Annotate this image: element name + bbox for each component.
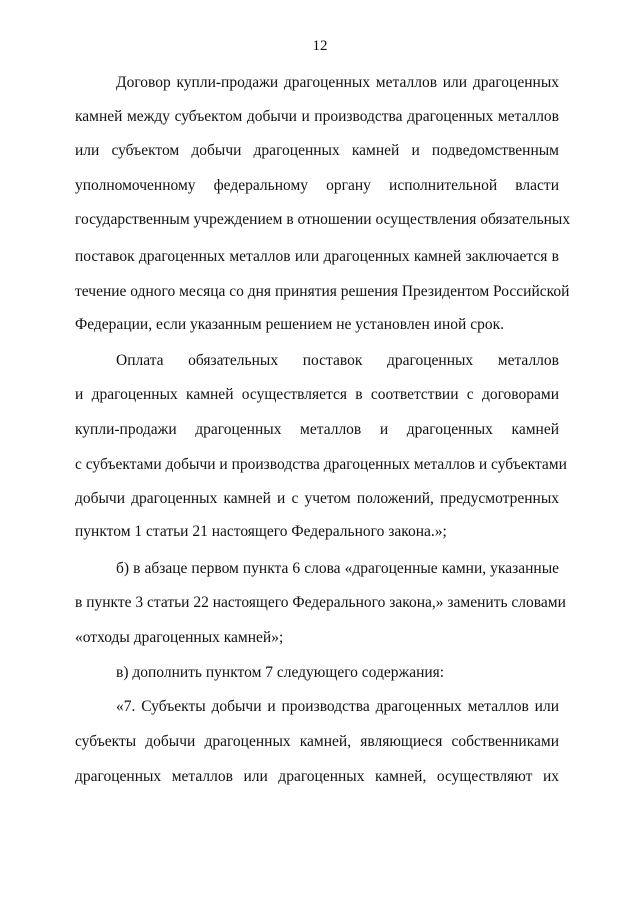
text-line: уполномоченному федеральному органу исполнительной власти [75,177,559,194]
text-line: и драгоценных камней осуществляется в соответствии с договорами [75,386,559,403]
text-line: Федерации, если указанным решением не установлен иной срок. [75,316,504,333]
text-line: пунктом 1 статьи 21 настоящего Федерального закона.»; [75,523,447,540]
text-line: Договор купли-продажи драгоценных металлов или драгоценных [116,74,559,91]
text-line: государственным учреждением в отношении осуществления обязательных [75,211,571,228]
text-line: поставок драгоценных металлов или драгоценных камней заключается в [75,248,559,265]
text-line: в пункте 3 статьи 22 настоящего Федерального закона,» заменить словами [75,594,566,611]
text-line: или субъектом добычи драгоценных камней и подведомственным [75,142,559,159]
text-line: в) дополнить пунктом 7 следующего содержания: [116,664,445,681]
page-number: 12 [312,38,328,54]
text-line: «7. Субъекты добычи и производства драгоценных металлов или [116,698,559,715]
text-line: б) в абзаце первом пункта 6 слова «драгоценные камни, указанные [116,560,559,577]
text-line: с субъектами добычи и производства драгоценных металлов и субъектами [75,456,567,473]
text-line: добычи драгоценных камней и с учетом положений, предусмотренных [75,490,559,507]
text-line: купли-продажи драгоценных металлов и драгоценных камней [75,421,559,438]
text-line: «отходы драгоценных камней»; [75,629,284,646]
text-line: субъекты добычи драгоценных камней, являющиеся собственниками [75,733,559,750]
text-line: течение одного месяца со дня принятия решения Президентом Российской [75,283,570,300]
text-line: Оплата обязательных поставок драгоценных металлов [116,352,559,369]
text-line: камней между субъектом добычи и производства драгоценных металлов [75,108,559,125]
text-line: драгоценных металлов или драгоценных камней, осуществляют их [75,768,559,785]
